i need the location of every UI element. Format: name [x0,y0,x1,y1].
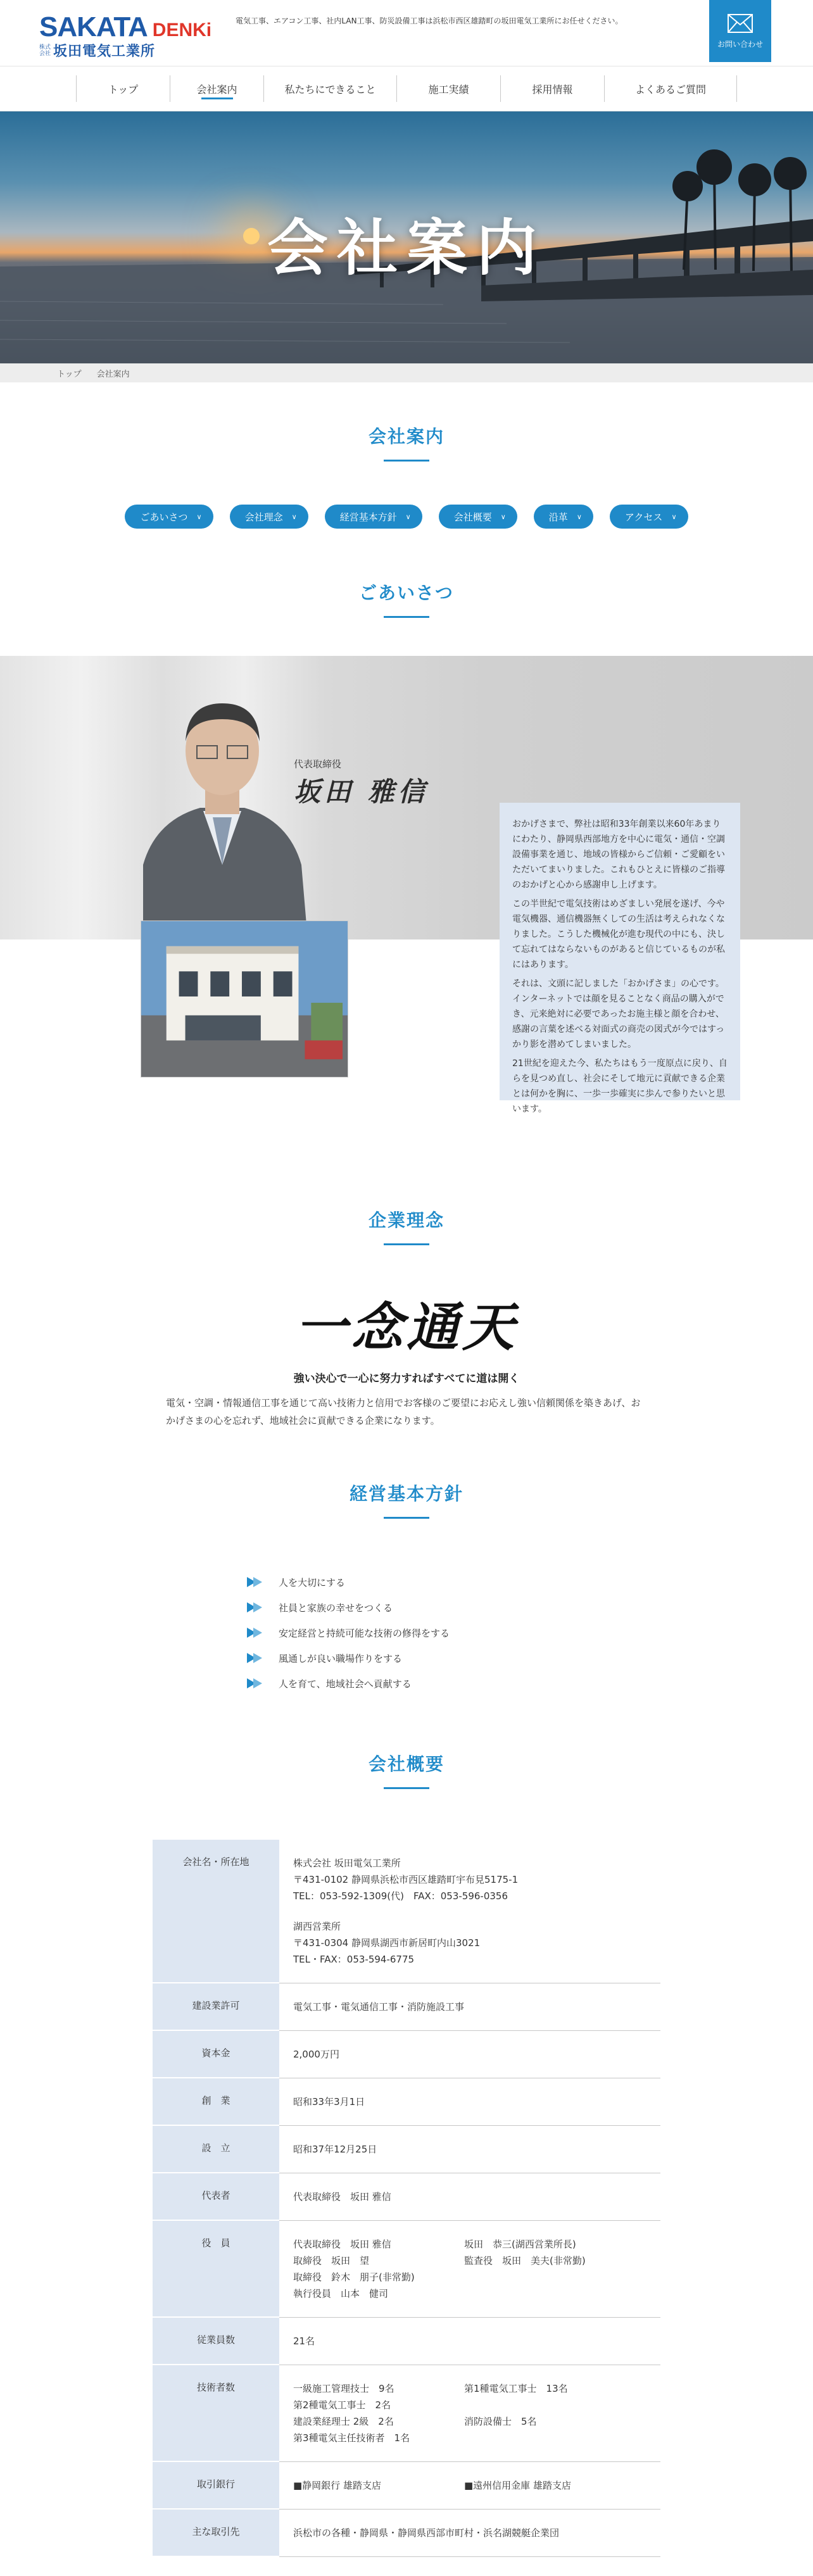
row-label: 代表者 [153,2173,279,2221]
nav-item-top[interactable]: トップ [76,75,170,102]
grid-cell: 第3種電気主任技術者 1名 [293,2432,410,2444]
policy-item [247,1569,813,1595]
grid-cell: 取締役 坂田 望 [293,2255,370,2266]
row-value [279,1840,660,1983]
pill-label: ごあいさつ [140,511,188,523]
title-underline [384,616,429,618]
pill-philosophy[interactable] [230,505,308,529]
ceo-role: 代表取締役 [294,758,342,770]
value-line: 2,000万円 [293,2049,339,2060]
table-row [153,2031,660,2078]
overview-section [0,1696,813,2576]
value-line: TEL・FAX：053-594-6775 [293,1954,415,1965]
site-header [0,0,813,66]
header-tagline: 電気工事、エアコン工事、社内LAN工事、防災設備工事は浜松市西区雄踏町の坂田電気工業所にお任せください。 [236,16,623,25]
chevron-down-icon: ∨ [405,512,411,521]
greeting-block [0,656,813,1184]
table-row [153,1983,660,2031]
row-value [279,2318,660,2365]
policy-text: 社員と家族の幸せをつくる [279,1602,393,1614]
contact-button[interactable] [709,0,771,62]
breadcrumb-current: 会社案内 [96,369,130,379]
row-value [279,2221,660,2318]
policy-item [247,1595,813,1620]
row-value [279,2462,660,2510]
row-label: 従業員数 [153,2318,279,2365]
pill-label: 会社理念 [244,511,283,523]
greeting-paragraph: おかげさまで、弊社は昭和33年創業以来60年あまりにわたり、静岡県西部地方を中心に電気・通信・空調設備事業を通じ、地域の皆様からご信頼・ご愛顧をいただいてまいりました。これもひとえに皆様のご指導のおかげと心から感謝申し上げます。 [512,819,725,890]
philosophy-description: 電気・空調・情報通信工事を通じて高い技術力と信用でお客様のご要望にお応えし強い信頼関係を築きあげ、おかげさまの心を忘れず、地域社会に貢献できる企業になります。 [166,1397,641,1426]
row-label: 資本金 [153,2031,279,2078]
value-line: 21名 [293,2335,315,2347]
greeting-paragraph: 21世紀を迎えた今、私たちはもう一度原点に戻り、自らを見つめ直し、社会にそして地元に貢献できる企業とは何かを胸に、一歩一歩確実に歩んで参りたいと思います。 [512,1059,728,1114]
logo-wordmark [39,11,223,43]
officer-grid [293,2236,646,2302]
pill-overview[interactable] [439,505,517,529]
policy-list [247,1569,813,1696]
pill-access[interactable] [610,505,688,529]
greeting-section [0,529,813,1184]
section-anchor-nav [0,505,813,529]
play-arrow-icon [247,1678,263,1688]
grid-cell: ■遠州信用金庫 雄踏支店 [464,2480,571,2491]
mail-icon [727,13,753,34]
policy-text: 人を育て、地域社会へ貢献する [279,1678,412,1690]
value-line: 浜松市の各種・静岡県・静岡県西部市町村・浜名湖競艇企業団 [293,2527,560,2539]
table-row [153,2365,660,2462]
philosophy-subtitle: 強い決心で一心に努力すればすべてに道は開く [293,1373,520,1385]
pill-label: 沿革 [548,511,568,523]
grid-cell: 坂田 恭三(湖西営業所長) [464,2239,576,2250]
row-label: 設 立 [153,2126,279,2173]
grid-cell: 取締役 鈴木 朋子(非常勤) [293,2271,415,2283]
grid-cell: 監査役 坂田 美夫(非常勤) [464,2255,586,2266]
row-label: 創 業 [153,2078,279,2126]
bank-grid [293,2477,646,2494]
company-section [0,382,813,529]
logo-denki-text: DENKi [152,20,212,41]
nav-item-company[interactable]: 会社案内 [170,75,263,102]
calligraphy-text: 一念通天 [295,1297,518,1358]
global-nav [0,66,813,111]
grid-cell: 第1種電気工事士 13名 [464,2383,568,2394]
play-arrow-icon [247,1653,263,1663]
chevron-down-icon: ∨ [500,512,506,521]
value-line: TEL：053-592-1309(代) FAX：053-596-0356 [293,1890,508,1902]
chevron-down-icon: ∨ [291,512,297,521]
engineer-grid [293,2380,646,2446]
table-row [153,2221,660,2318]
company-section-title: 会社案内 [368,426,444,447]
grid-cell: 執行役員 山本 健司 [293,2288,389,2299]
chevron-down-icon: ∨ [671,512,677,521]
row-value [279,2031,660,2078]
chevron-down-icon: ∨ [196,512,202,521]
play-arrow-icon [247,1577,263,1587]
calligraphy-image [286,1296,527,1359]
policy-title: 経営基本方針 [349,1483,463,1504]
row-value [279,2365,660,2462]
row-value [279,2173,660,2221]
row-label: 技術者数 [153,2365,279,2462]
grid-cell: 建設業経理士 2級 2名 [293,2416,394,2427]
policy-text: 安定経営と持続可能な技術の修得をする [279,1627,450,1639]
site-logo[interactable] [39,11,223,60]
grid-cell: 代表取締役 坂田 雅信 [293,2239,391,2250]
value-line: 湖西営業所 [293,1921,341,1932]
nav-item-works[interactable]: 施工実績 [396,75,500,102]
logo-company-name: 坂田電気工業所 [53,44,156,60]
pill-policy[interactable] [325,505,422,529]
row-value [279,1983,660,2031]
logo-sakata-text: SAKATA [39,11,148,42]
grid-cell: 消防設備士 5名 [464,2416,537,2427]
pill-label: 会社概要 [453,511,492,523]
pill-history[interactable] [534,505,593,529]
philosophy-title: 企業理念 [368,1210,444,1231]
value-line: 〒431-0304 静岡県湖西市新居町内山3021 [293,1937,481,1949]
value-line: 代表取締役 坂田 雅信 [293,2191,391,2202]
hero-title: 会社案内 [267,213,546,284]
grid-cell [464,2430,629,2446]
table-row [153,2078,660,2126]
table-row [153,2126,660,2173]
play-arrow-icon [247,1628,263,1638]
hero-banner [0,111,813,363]
row-value [279,2078,660,2126]
pill-label: アクセス [624,511,663,523]
table-row [153,2173,660,2221]
table-row [153,2318,660,2365]
grid-cell [464,2269,629,2285]
row-label: 取引銀行 [153,2462,279,2510]
policy-text: 風通しが良い職場作りをする [279,1652,403,1664]
overview-title: 会社概要 [368,1754,444,1775]
contact-label: お問い合わせ [717,39,763,49]
value-line: 昭和33年3月1日 [293,2096,365,2108]
greeting-message [500,803,740,1114]
office-building-image [141,920,348,1078]
grid-cell: ■静岡銀行 雄踏支店 [293,2480,381,2491]
logo-subtitle [39,41,223,60]
title-underline [384,1517,429,1519]
value-line: 〒431-0102 静岡県浜松市西区雄踏町宇布見5175-1 [293,1874,519,1885]
policy-item [247,1620,813,1645]
table-row [153,2462,660,2510]
greeting-paragraph: それは、文頭に記しました「おかげさま」の心です。インターネットでは顔を見ることなく商品の購入ができ、元来絶対に必要であったお施主様と顔を合わせ、感謝の言葉を述べる対面式の商売の図式が今ではすっかり影を潜めてしまいました。 [512,979,725,1050]
policy-item [247,1645,813,1671]
row-label: 建設業許可 [153,1983,279,2031]
value-line: 昭和37年12月25日 [293,2144,377,2155]
nav-item-recruit[interactable]: 採用情報 [500,75,604,102]
nav-item-faq[interactable]: よくあるご質問 [604,75,737,102]
bottom-spacer [0,2557,813,2576]
value-line: 電気工事・電気通信工事・消防施設工事 [293,2001,465,2013]
pill-label: 経営基本方針 [339,511,397,523]
grid-cell: 第2種電気工事士 2名 [293,2399,391,2411]
ceo-portrait-image [118,675,317,939]
value-line: 株式会社 坂田電気工業所 [293,1857,401,1869]
company-overview-table [153,1840,660,2557]
row-value [279,2126,660,2173]
pill-greeting[interactable] [125,505,213,529]
title-underline [384,460,429,462]
breadcrumb-top[interactable]: トップ [57,369,82,379]
greeting-title: ごあいさつ [358,582,454,603]
row-label: 役 員 [153,2221,279,2318]
row-label: 主な取引先 [153,2510,279,2557]
value-spacer [293,1904,646,1918]
philosophy-section [0,1184,813,1429]
chevron-down-icon: ∨ [576,512,582,521]
ceo-name: 坂田 雅信 [294,776,429,807]
policy-section [0,1429,813,1696]
breadcrumb [0,363,813,382]
grid-cell [464,2285,629,2302]
policy-text: 人を大切にする [279,1576,346,1588]
grid-cell: 一級施工管理技士 9名 [293,2383,394,2394]
greeting-paragraph: この半世紀で電気技術はめざましい発展を遂げ、今や電気機器、通信機器無くしての生活は考えられなくなりました。こうした機械化が進む現代の中にも、決して忘れてはならないものがあると信じているものが私にはあります。 [512,899,725,970]
title-underline [384,1243,429,1245]
policy-item [247,1671,813,1696]
logo-kabu-text: 株式会社 [39,44,51,57]
row-value [279,2510,660,2557]
row-label: 会社名・所在地 [153,1840,279,1983]
play-arrow-icon [247,1602,263,1612]
title-underline [384,1787,429,1789]
nav-item-services[interactable]: 私たちにできること [263,75,396,102]
table-row [153,1840,660,1983]
grid-cell [464,2397,629,2413]
table-row [153,2510,660,2557]
